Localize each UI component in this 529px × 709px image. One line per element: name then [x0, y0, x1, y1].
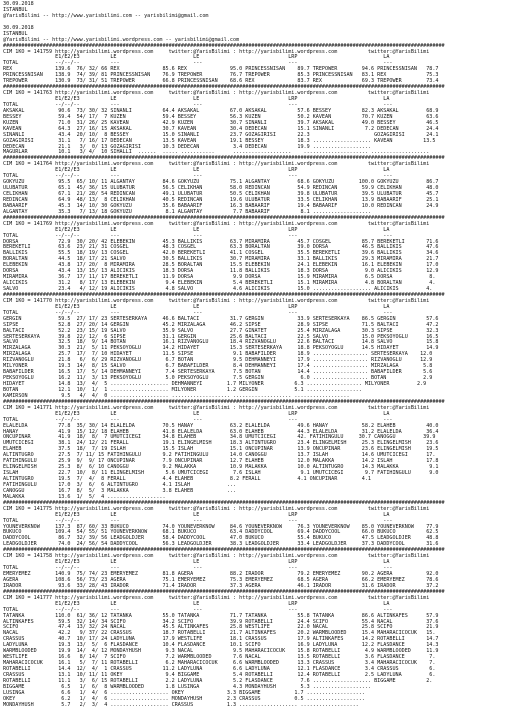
table-row: UMUTCICEGI 38.1 24/ 12/ 21 FERALL 19.1 ELINGELMISH 18.3 ALTINTUGRO 23.4 ELINGELMISH 25.3 ELINGELMISH 23.6: [3, 440, 439, 447]
table-row: YOUNEVERKNOW 137.3 87/ 60/ 33 BUKUCO 74.0 YOUNEVERKNOW 84.6 YOUNEVERKNOW 76.3 YOUNEVERKNOW 85.0 YOUNEVERKNOW 77.9: [3, 523, 439, 530]
table-row: LADYLUNA 19.3 13/ 5/ 6 FLASDANCE 10.4 FLASDANCE 10.1 SCIFO 16.9 LADYLUNA 12.2 FLASDANCE 14.3: [3, 642, 439, 649]
table-row: BALLIKIS 55.5 18/ 19/ 13 COSGEL 42.0 BEREKETLI 41.1 COSGEL 35.5 BEREKETLI 39.6 BALLIKIS 34.6: [3, 250, 439, 257]
separator-line: ################################################################################################################################################: [3, 499, 445, 506]
table-row: CELIKHAN 67.1 21/ 28/ 54 REDINCAN 49.1 ULUBATUR 50.5 CELIKHAN 39.8 ULUBATUR 39.5 ULUBATUR 45.7: [3, 191, 439, 197]
table-row: REX 139.6 76/ 32/ 66 REX 85.6 REX 95.0 PRINCESSNISAN 89.7 TREPOWER 94.6 PRINCESSNISAN 78.7: [3, 66, 439, 73]
table-row: DEDECAN 21.1 3/ 0/ 13 GOZAGIRISI 10.3 DEDECAN 3.4 DEDECAN 19.9 ...................: [3, 143, 372, 150]
table-row: PRINCESSNISAN 138.9 74/ 39/ 81 PRINCESSNISAN 76.9 TREPOWER 76.7 TREPOWER 85.3 PRINCESSNISAN 83.1 REX 75.3: [3, 72, 439, 79]
table-row: ALTINTUGRO 27.5 7/ 11/ 15 FATIHINGULU 9.2 FATIHINGULU 14.0 CANOGGU 13.7 ISLAH 14.6 UMUTCICEGI 17.: [3, 452, 436, 459]
column-header: TOTAL --/--/-- --- --- --- ---: [3, 309, 393, 316]
table-row: RIZVANOGLU 21.8 6/ 6/ 29 RIZVANOGLU 6.7 BOTAN 9.5 DEHMANNEYI 17.9 .................. RIZVANOGLU 12.9: [3, 357, 433, 364]
table-row: ROTABELLI 11.1 3/ 6/ 15 ROTABELLI 2.2 LADYLUNA 5.2 FLASDANCE 7.6 ................... BIGGAME 2.: [3, 677, 433, 684]
separator-line: ################################################################################################################################################: [3, 42, 445, 49]
separator-line: ################################################################################################################################################: [3, 214, 445, 221]
column-header: TOTAL --/--/-- --- --- --- ---: [3, 173, 393, 180]
table-row: DORSA 72.9 30/ 20/ 42 ELEBEKIN 45.3 BALLIKIS 63.7 MIRAMIRA 45.7 COSGEL 85.7 BEREKETLI 71.6: [3, 238, 439, 245]
table-row: AGERA 108.6 56/ 73/ 23 AGERA 75.1 EMERYEMEZ 75.3 EMERYEMEZ 68.5 AGERA 66.2 EMERYEMEZ 78.6: [3, 576, 439, 583]
table-row: REDINCAN 64.9 48/ 13/ 8 CELIKHAN 40.5 REDINCAN 19.6 ULUBATUR 33.5 CELIKHAN 13.9 BABAARIF 25.1: [3, 196, 439, 203]
table-row: KAMIRSON 9.5 4/ 4/ 0 ................... ................... ................... ..................: [3, 392, 350, 399]
column-header: TOTAL --/--/-- --- --- --- ---: [3, 101, 393, 108]
table-row: BUKUCO 109.4 54/ 55/ 51 YOUNEVERKNOW 68.1 BUKUCO 63.4 DADDYCOOL 69.4 DADDYCOOL 66.0 BUKUCO 62.5: [3, 529, 439, 536]
table-row: TATANKA 110.0 61/ 36/ 12 TATANKA 55.0 TATANKA 71.7 TATANKA 55.8 TATANKA 86.6 ALTINKAFES 57.9: [3, 612, 439, 619]
column-header: TOTAL --/--/-- --- --- --- ---: [3, 565, 393, 572]
table-row: BALTACI 52.2 23/ 15/ 19 SALVO 35.9 SALVO 27.7 GINATET 25.4 MIRZALAGA 30.3 SIPSE 32.3: [3, 327, 439, 334]
table-row: BIGGAME 6.5 1/ 6/ 8 WARMBLOODED 1.8 LUSINGA 4.3 MONDAYHUSH 5.3 ...................: [3, 683, 372, 690]
table-row: GOZAGIRISI 31.1 7/ 16/ 17 DEDECAN 13.5 KAVEAN 19.1 BESSEY 18.3 ................... KAVEAN 13.5: [3, 137, 436, 144]
table-row: CRASSUS 13.1 10/ 11/ 11 OKEY 9.4 BIGGAME 5.4 ROTABELLI 12.4 ROTABELLI 2.5 LADYLUNA 6.: [3, 671, 436, 678]
table-row: MALAKKA 13.6 1/ 5/ 4 ...................: [3, 493, 166, 500]
race-title: CIM 1KO = 141758 http://yarisbilimi.wordpress.com twitter:@YarisBilimi : http://yarisbilimi.wordpress.com twitter:@YarisBilimi: [3, 553, 430, 560]
table-row: GOKYUZU 95.5 65/ 10/ 11 ALGANTAY 84.6 GOKYUZU 75.1 ALGANTAY 68.6 GOKYUZU 100.0 GOKYUZU 86.7: [3, 179, 439, 186]
table-row: AKSAKAL 90.6 73/ 30/ 32 SINANLI 64.4 AKSAKAL 67.0 AKSAKAL 57.6 BESSEY 82.3 AKSAKAL 68.9: [3, 107, 439, 114]
table-row: SERTESERKAYA 39.8 22/ 12/ 6 SIPSE 31.1 GERGIN 25.6 BALTACI 22.5 SALVO 15.0 PEKSOYOGLU 16.5: [3, 333, 439, 340]
table-row: WESTLIFE 16.6 8/ 14/ 7 SCIFO 7.2 WARMBLOODED 7.6 NACAL 13.5 ROTABELLI 3.6 FLASDANCE 7.: [3, 654, 436, 661]
column-header: E1/E2/E3 LE LE LRP LA: [3, 96, 390, 102]
table-row: NACAL 42.2 9/ 37/ 22 CRASSUS 18.7 ROTABELLI 21.7 ALTINKAFES 20.2 WARMBLOODED 15.4 MAHARACICOCUK 15.: [3, 630, 436, 637]
race-title: CIM 1KO = 141764 http://yarisbilimi.wordpress.com twitter:@YarisBilimi : http://yarisbilimi.wordpress.com twitter:@YarisBilimi: [3, 161, 430, 168]
separator-line: ################################################################################################################################################: [3, 291, 445, 298]
table-row: ALICIKIS 31.2 8/ 17/ 13 ELEBEKIN 9.4 ELEBEKIN 5.4 BEREKETLI 15.1 MIRAMIRA 4.8 BORALTAN 4.: [3, 280, 436, 287]
table-row: GERGIN 59.5 27/ 17/ 23 SERTESERKAYA 46.6 BALTACI 31.7 GERGIN 33.9 SERTESERKAYA 86.5 GERGIN 57.6: [3, 315, 439, 322]
race-title: CIM 1KO = 141763 http://yarisbilimi.wordpress.com twitter:@YarisBilimi : http://yarisbilimi.wordpress.com twitter:@YarisBilimi: [3, 90, 430, 97]
column-header: TOTAL --/--/-- --- --- --- ---: [3, 606, 393, 613]
table-row: SALVO 32.5 18/ 9/ 14 BOTAN 16.1 RIZVANOGLU 18.4 RIZVANOGLU 22.6 BALTACI 14.8 SALVO 15.8: [3, 339, 439, 346]
separator-line: ################################################################################################################################################: [3, 155, 445, 162]
separator-line: ################################################################################################################################################: [3, 398, 445, 405]
race-title: CIM 1KO = 141769 http://yarisbilimi.wordpress.com twitter:@YarisBilimi : http://yarisbilimi.wordpress.com twitter:@YarisBilimi: [3, 220, 430, 227]
table-row: SALVO 23.4 4/ 12/ 19 ALICIKIS 4.8 SALVO 4.6 ALICIKIS 15.0 ................... ALICIKIS 4.: [3, 286, 433, 292]
column-header: TOTAL --/--/-- --- --- --- ---: [3, 517, 393, 524]
column-header: E1/E2/E3 LE LE LRP LA: [3, 511, 390, 518]
table-row: TREPOWER 130.9 73/ 31/ 51 TREPOWER 66.8 PRINCESSNISAN 68.6 REX 83.7 REX 69.3 TREPOWER 73.4: [3, 78, 439, 85]
table-row: WARMBLOODED 19.9 14/ 4/ 12 MONDAYHUSH 9.3 NACAL 9.5 MAHARACICOCUK 15.8 ROTABELLI 4.9 WARMBLOODED 11.9: [3, 648, 439, 655]
table-row: OKEY 6.2 1/ 4/ 6 ................... MONDAYHUSH 2.3 CRASSUS 0.5 ...................: [3, 695, 365, 702]
table-row: BEREKETLI 63.6 23/ 21/ 31 COSGEL 48.3 COSGEL 63.3 BORALTAN 39.0 DORSA 46.5 BALLIKIS 47.6: [3, 244, 439, 251]
header-city: ISTANBUL: [3, 6, 28, 13]
table-row: BABAARIF 45.3 14/ 10/ 30 GOKYUZU 35.6 BABAARIF 16.3 BABAARIF 19.4 BABAARIF 10.0 REDINCAN 24.9: [3, 202, 439, 209]
table-row: MAHARACICOCUK 16.1 5/ 7/ 11 ROTABELLI 6.2 MAHARACICOCUK 6.6 WARMBLOODED 13.3 CRASSUS 3.4 MAHARACICOCUK 7.: [3, 660, 436, 667]
table-row: BABAFILDER 16.5 17/ 5/ 14 DEHMANNEYI 7.4 SERTESERKAYA 7.5 BOTAN 14.4 .................. BABAFILDER 5.6: [3, 369, 433, 376]
table-row: HIDAYET 14.8 13/ 4/ 5 ................... DEHMANNEYI 1.7 MILYONER 6.3 .................. MILYONER 2.9: [3, 381, 427, 387]
table-row: SIPSE 52.8 27/ 20/ 14 GERGIN 45.2 MIRZALAGA 46.2 SIPSE 28.9 SIPSE 71.5 BALTACI 47.2: [3, 321, 439, 328]
table-row: ALGANTAY 35.3 7/ 13/ 18 GOKYUZU 8.1 ALGANTAY 7.7 BABAARIF 8.1 ...................: [3, 208, 372, 215]
table-row: MONDAYHUSH 5.7 2/ 3/ 4 ................... CRASSUS 1.3 ................... ...................: [3, 701, 359, 708]
table-row: DADDYCOOL 86.7 32/ 39/ 56 LEADGOLDJER 58.4 DADDYCOOL 47.0 BUKUCO 55.4 BUKUCO 47.5 LEADGOLDJER 48.8: [3, 535, 439, 542]
table-row: ELAHEB 37.5 18/ 7/ 19 ISLAH 15.5 ISLAH 15.1 ONCUPINAR 13.9 ONCUPINAR 23.6 ELINGELMISH 19.5: [3, 446, 439, 453]
column-header: E1/E2/E3 LE LE LRP LA: [3, 559, 390, 566]
column-header: TOTAL --/--/-- --- --- --- ---: [3, 232, 393, 239]
race-title: CIM 1KO = 141775 http://yarisbilimi.wordpress.com twitter:@YarisBilimi : http://yarisbilimi.wordpress.com twitter:@YarisBilimi: [3, 505, 430, 512]
separator-line: ################################################################################################################################################: [3, 588, 445, 595]
header-contact: @YarisBilimi -- http://www.yarisbilimi.wordpress.com -- yarisbilimi@gmail.com: [3, 36, 240, 43]
table-row: ELALELDA 77.8 35/ 30/ 14 ELALELDA 70.5 HANAY 63.2 ELALELDA 49.6 HANAY 58.2 ELAHEB 40.0: [3, 422, 439, 429]
table-row: PEKSOYOGLU 16.2 11/ 3/ 13 PEKSOYOGLU 5.0 PEKSOYOGLU 7.5 GERGIN 6.0 .................. BOTAN 2.9: [3, 375, 433, 382]
separator-line: ################################################################################################################################################: [3, 547, 445, 554]
table-row: MIRZALAGA 30.3 21/ 5/ 11 PEKSOYOGLU 14.2 HIDAYET 15.3 SERTESERKAYA 18.8 PEKSOYOGLU 14.5 HIDAYET 14.9: [3, 345, 439, 352]
table-row: BORALTAN 44.5 18/ 17/ 21 SALVO 30.5 BALLIKIS 30.7 MIRAMIRA 33.1 BALLIKIS 29.3 MIRAMIRA 21.7: [3, 256, 439, 263]
table-row: ALTINKAFES 59.5 32/ 14/ 34 SCIFO 34.2 SCIFO 39.9 ROTABELLI 24.4 SCIFO 55.4 NACAL 37.6: [3, 618, 439, 625]
table-row: KUZEN 71.0 31/ 26/ 25 KAVEAN 42.9 KUZEN 30.7 SINANLI 39.7 AKSAKAL 49.0 BESSEY 46.5: [3, 119, 439, 126]
column-header: TOTAL --/--/-- --- --- --- ---: [3, 416, 393, 423]
race-title: CIM 1KO = 141777 http://yarisbilimi.wordpress.com twitter:@YarisBilimi : http://yarisbilimi.wordpress.com twitter:@YarisBilimi: [3, 594, 430, 601]
column-header: E1/E2/E3 LE LE LRP LA: [3, 167, 390, 174]
table-row: MIRAMIRA 36.7 17/ 11/ 17 BEREKETLI 11.9 DORSA 9.9 DORSA 15.9 MIRAMIRA 6.5 DORSA 8.: [3, 274, 436, 281]
table-row: ULUBATUR 65.1 45/ 36/ 15 ULUBATUR 56.5 CELIKHAN 58.0 REDINCAN 54.9 REDINCAN 59.9 CELIKHAN 48.0: [3, 185, 439, 192]
table-row: FATIHINGULU 25.9 9/ 9/ 17 ONCUPINAR 7.9 ONCUPINAR 12.7 ELAHEB 12.0 MALAKKA 14.2 ISLAH 17.8: [3, 458, 439, 465]
table-row: IRADOR 93.6 33/ 28/ 43 IRADOR 71.4 IRADOR 37.3 AGERA 46.1 IRADOR 31.6 IRADOR 37.2: [3, 582, 439, 589]
table-row: SCIFO 47.4 13/ 32/ 24 NACAL 45.5 ALTINKAFES 25.8 WESTLIFE 22.0 NACAL 25.8 SCIFO 21.9: [3, 624, 439, 631]
table-row: ONCUPINAR 41.9 18/ 8/ 7 UMUTCICEGI 34.8 ELAHEB 34.8 UMUTCICEGI 42. FATIHINGULU 30.7 CANOGGU 39.9: [3, 434, 436, 441]
table-row: LUSINGA 6.6 1/ 4/ 6 ................... OKEY 3.3 BIGGAME 1.7 ...................: [3, 689, 365, 696]
table-row: ELEBEKIN 43.8 17/ 20/ 8 MIRAMIRA 28.5 BORALTAN 15.5 ELEBEKIN 24.1 ELEBEKIN 16.1 ELEBEKIN 17.0: [3, 262, 439, 269]
table-row: DORSA 43.4 13/ 15/ 13 ALICIKIS 18.3 DORSA 11.8 BALLIKIS 18.3 DORSA 9.0 ALICIKIS 12.9: [3, 268, 439, 275]
header-contact: @YarisBilimi -- http://www.yarisbilimi.com -- yarisbilimi@gmail.com: [3, 12, 209, 19]
table-row: SINANLI 43.4 20/ 10/ 8 BESSEY 15.0 SINANLI 23.7 GOZAGIRISI 22.3 GOZAGIRISI 24.1: [3, 131, 439, 138]
table-row: ISLAH 22.7 10/ 8/ 11 ELINGELMISH 5.6 UMUTCICEGI 7.6 ISLAH 9.1 UMUTCICEGI 9.7 FATIHINGULU 9.0: [3, 470, 439, 477]
table-row: MILYONER 19.3 14/ 8/ 15 SALVO 6.7 BABAFILDER 8.4 DEHMANNEYI 17.4 .................. MIRZALAGA 5.8: [3, 363, 433, 370]
header-date: 30.09.2018: [3, 1, 34, 7]
table-row: LEADGOLDJER 74.0 24/ 56/ 54 DADDYCOOL 56.3 LEADGOLDJER 38.3 LEADGOLDJER 33.4 LEADGOLDJER 37.3 DADDYCOOL 31.6: [3, 541, 439, 548]
column-header: E1/E2/E3 LE LE LRP LA: [3, 410, 390, 417]
table-row: MAGURLAR 10.1 3/ 4/ 10 SIHALLI ...... ..... ........... ................... ..................... ...................: [3, 149, 430, 156]
table-row: MIRZALAGA 25.7 17/ 7/ 10 HIDAYET 11.5 SIPSE 9.1 BABAFILDER 18.9 .................. SERTESERKAYA 12.0: [3, 351, 433, 358]
race-title: CIM 1KO = 141770 http://yarisbilimi.wordpress.com twitter:@YarisBilimi : http://yarisbilimi.wordpress.com twitter:@YarisBilimi: [3, 297, 430, 304]
header-date: 30.09.2018: [3, 24, 34, 31]
table-row: HANAY 41.9 15/ 12/ 18 ELAHEB 41.8 ELALELDA 63.0 ELAHEB 44.3 ELALELDA 31.2 ELALELDA 36.4: [3, 428, 439, 435]
separator-line: ################################################################################################################################################: [3, 84, 445, 91]
race-title: CIM 1KO = 141771 http://yarisbilimi.wordpress.com twitter:@YarisBilimi : http://yarisbilimi.wordpress.com twitter:@YarisBilimi: [3, 404, 430, 411]
column-header: E1/E2/E3 LE LE LRP LA: [3, 226, 390, 233]
column-header: E1/E2/E3 LE LE LRP LA: [3, 303, 390, 310]
table-row: ROTABELLI 14.4 12/ 4/ 1 CRASSUS 11.2 LADYLUNA 6.6 LADYLUNA 12.1 FLASDANCE 3.4 CRASSUS 6.: [3, 666, 436, 672]
table-row: KAVEAN 64.3 27/ 16/ 15 AKSAKAL 30.7 KAVEAN 30.4 DEDECAN 15.1 SINANLI 7.2 DEDECAN 24.4: [3, 125, 439, 132]
header-city: ISTANBUL: [3, 30, 28, 37]
column-header: E1/E2/E3 LE LE LRP LA: [3, 54, 390, 61]
table-row: BOTAN 12.1 10/ 1/ 1 ................... MILYONER 1.2 GERGIN 5.1 ..................: [3, 386, 362, 393]
table-row: CANOGGU 16.7 8/ 5/ 3 MALAKKA 3.8 ELAHEB ...: [3, 487, 237, 494]
race-title: CIM 1KO = 141759 http://yarisbilimi.wordpress.com twitter:@YarisBilimi : http://yarisbilimi.wordpress.com twitter:@YarisBilimi: [3, 48, 430, 55]
table-row: ELINGELMISH 25.3 8/ 6/ 10 CANOGGU 9.2 MALAKKA 10.9 MALAKKA 10.0 ALTINTUGRO 14.3 MALAKKA 9.1: [3, 464, 439, 471]
table-row: BESSEY 59.4 54/ 17/ 7 KUZEN 59.4 BESSEY 56.3 KUZEN 50.2 KAVEAN 70.7 KUZEN 63.6: [3, 113, 439, 120]
table-row: CRASSUS 40.7 10/ 17/ 24 LADYLUNA 17.9 WESTLIFE 18.1 CRASSUS 17.9 ALTINKAFES 14.2 ROTABELLI 14.7: [3, 636, 439, 643]
table-row: FATIHINGULU 17.0 3/ 6/ 6 ALTINTUGRO 4.1 ISLAH ...: [3, 481, 237, 488]
table-row: ALTINTUGRO 19.5 7/ 4/ 8 FERALL 4.4 ELAHEB 8.2 FERALL 4.1 ONCUPINAR 4.1: [3, 476, 372, 482]
table-row: EMERYEMEZ 140.9 75/ 74/ 23 EMERYEMEZ 81.8 AGERA 88.2 IRADOR 79.2 EMERYEMEZ 90.2 AGERA 92.0: [3, 571, 439, 577]
column-header: E1/E2/E3 LE LE LRP LA: [3, 600, 390, 607]
column-header: TOTAL --/--/-- --- --- --- ---: [3, 60, 393, 67]
